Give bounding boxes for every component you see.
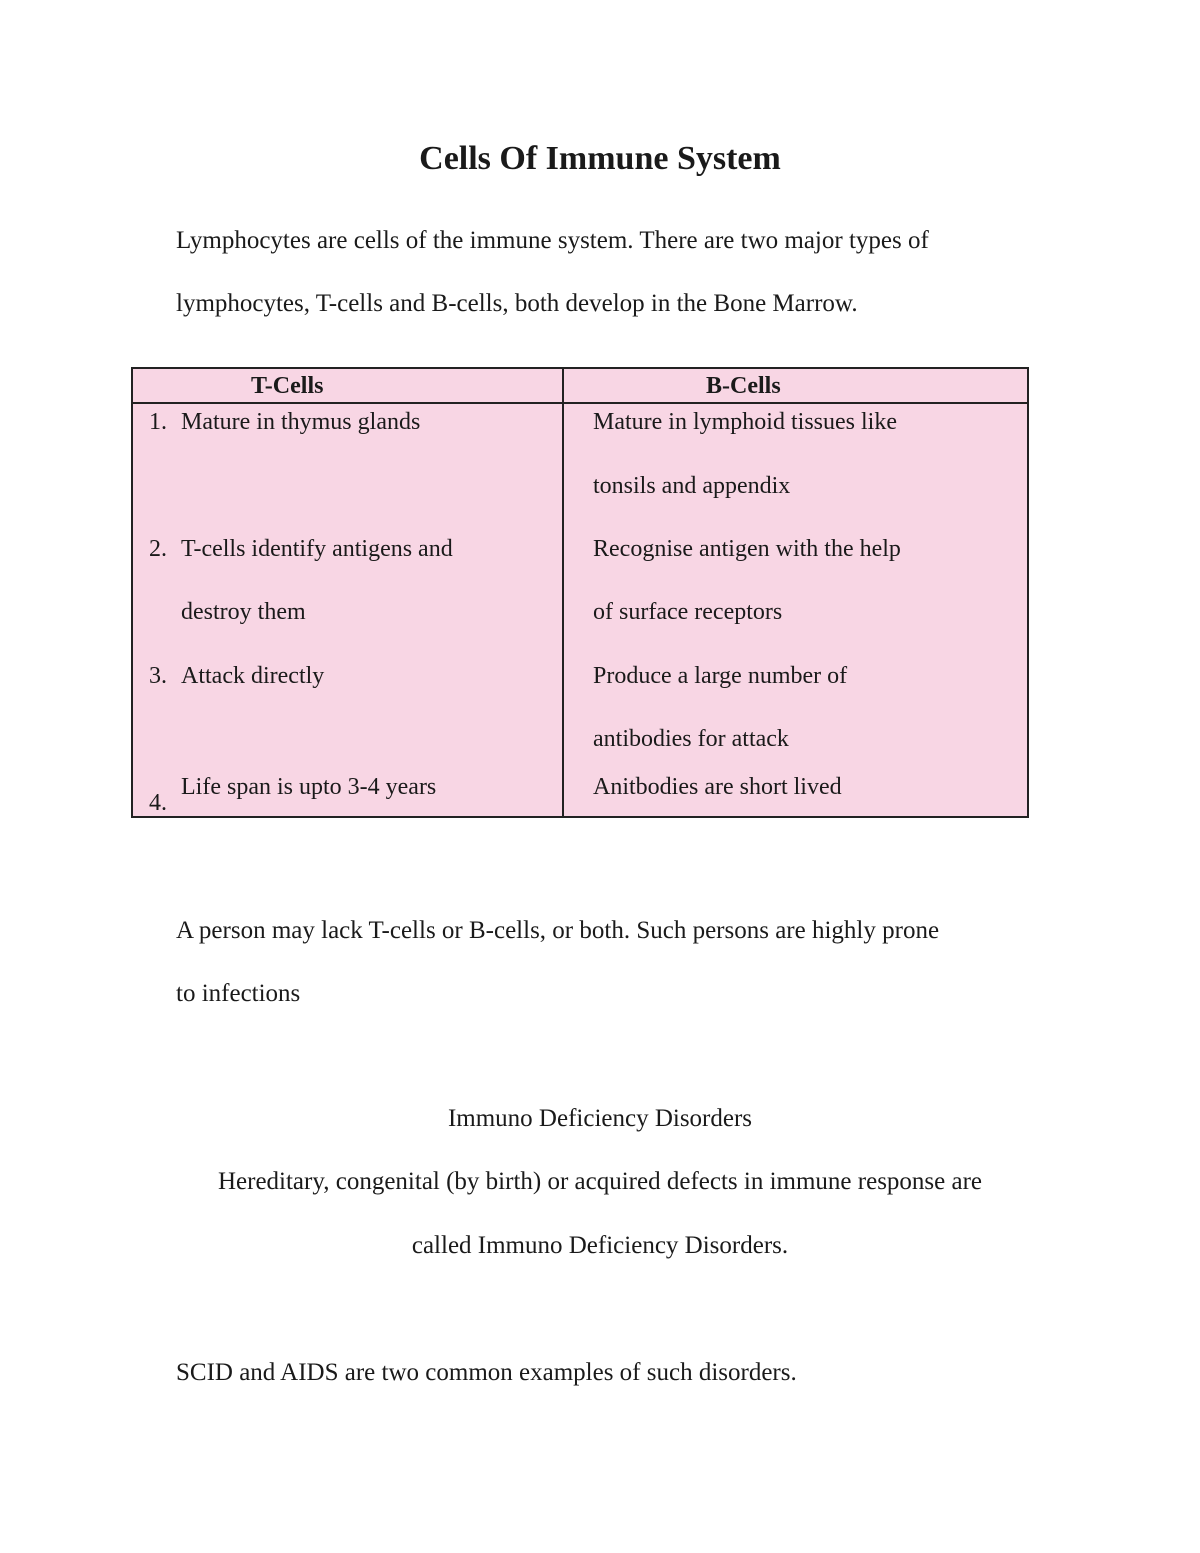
page-title: Cells Of Immune System xyxy=(419,140,781,177)
row-2-number: 2. xyxy=(149,536,167,562)
row-2-t-cell-line-1: T-cells identify antigens and xyxy=(181,536,453,562)
row-1-b-cell-line-1: Mature in lymphoid tissues like xyxy=(593,409,897,435)
row-2-t-cell-line-2: destroy them xyxy=(181,599,306,625)
intro-line-2: lymphocytes, T-cells and B-cells, both develop in the Bone Marrow. xyxy=(176,290,858,317)
definition-line-2: called Immuno Deficiency Disorders. xyxy=(411,1232,789,1259)
row-2-b-cell-line-2: of surface receptors xyxy=(593,599,783,625)
comparison-table xyxy=(131,367,1029,818)
row-2-b-cell-line-1: Recognise antigen with the help xyxy=(593,536,901,562)
examples-text: SCID and AIDS are two common examples of such disorders. xyxy=(176,1359,797,1386)
row-3-b-cell-line-1: Produce a large number of xyxy=(593,663,848,689)
row-1-b-cell-line-2: tonsils and appendix xyxy=(593,473,791,499)
row-4-b-cell: Anitbodies are short lived xyxy=(593,774,842,800)
row-1-t-cell: Mature in thymus glands xyxy=(181,409,421,435)
header-t-cells: T-Cells xyxy=(251,373,324,399)
row-1-number: 1. xyxy=(149,409,167,435)
row-4-number: 4. xyxy=(149,790,167,816)
row-3-number: 3. xyxy=(149,663,167,689)
row-3-t-cell: Attack directly xyxy=(181,663,325,689)
lack-line-2: to infections xyxy=(176,980,301,1007)
row-4-t-cell: Life span is upto 3-4 years xyxy=(181,774,437,800)
section-heading: Immuno Deficiency Disorders xyxy=(447,1105,753,1132)
intro-line-1: Lymphocytes are cells of the immune system. There are two major types of xyxy=(176,227,929,254)
header-b-cells: B-Cells xyxy=(706,373,781,399)
lack-line-1: A person may lack T-cells or B-cells, or both. Such persons are highly prone xyxy=(176,917,940,944)
row-3-b-cell-line-2: antibodies for attack xyxy=(593,726,789,752)
definition-line-1: Hereditary, congenital (by birth) or acquired defects in immune response are xyxy=(217,1168,983,1195)
column-divider xyxy=(562,369,564,816)
